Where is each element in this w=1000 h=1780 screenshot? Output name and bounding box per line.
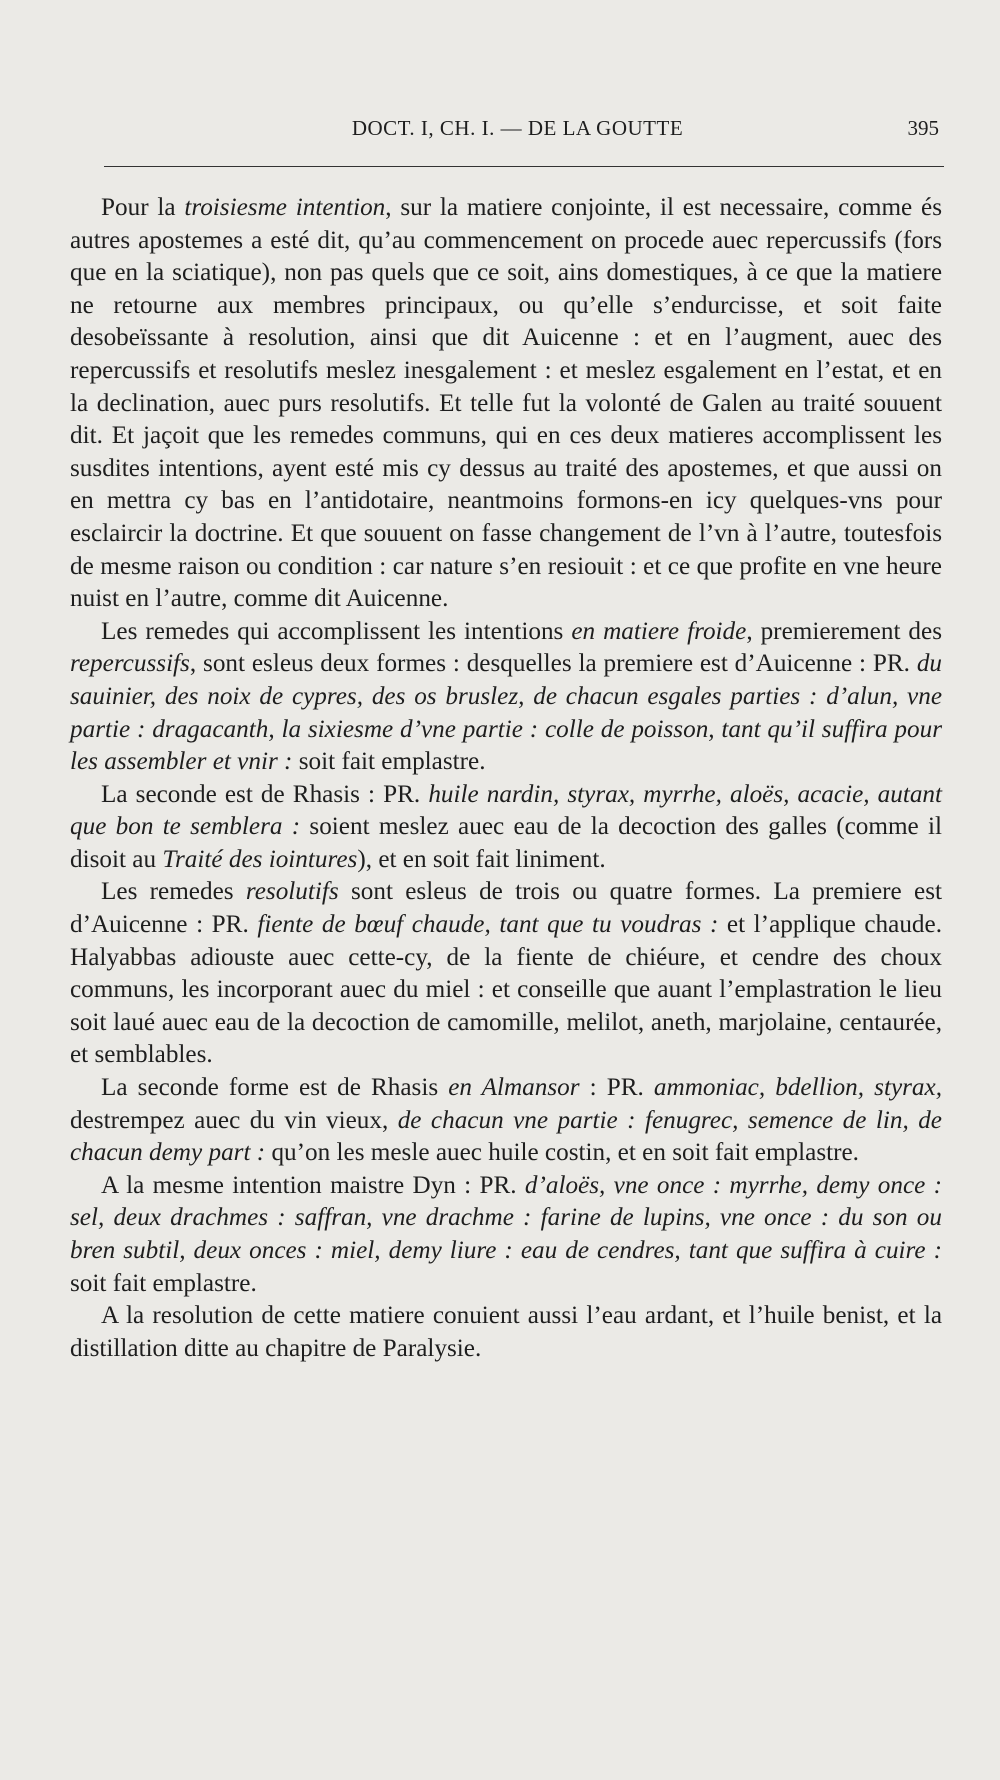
text-run: soit fait emplastre.	[70, 1269, 257, 1297]
text-run: Pour la	[101, 194, 185, 221]
text-run: soient meslez auec eau de la decoction des galles (comme il disoit au	[70, 813, 942, 873]
italic-text-run: d’aloës, vne once : myrrhe, demy once : sel, deux drachmes : saffran, vne drachme : farine de lupins, vne once : du son ou bren subtil, deux onces : miel, demy liure : eau de cendres, tant que suffira à cuire :	[70, 1171, 942, 1264]
italic-text-run: troisiesme intention	[184, 194, 386, 221]
text-run: Les remedes qui accomplissent les intentions	[101, 617, 572, 645]
paragraph	[70, 1072, 942, 1170]
italic-text-run: en matiere froide	[571, 617, 747, 645]
text-run: qu’on les mesle auec huile costin, et en soit fait emplastre.	[265, 1139, 859, 1167]
text-run: La seconde est de Rhasis : PR.	[101, 780, 429, 808]
italic-text-run: ammoniac, bdellion, styrax,	[653, 1074, 942, 1102]
italic-text-run: du sauinier, des noix de cypres, des os bruslez, de chacun esgales parties : d’alun, vne partie : dragacanth, la sixiesme d’vne partie : colle de poisson, tant qu’il suffira pour les assembler et vnir :	[70, 650, 942, 776]
text-run: et l’applique chaude. Halyabbas adiouste auec cette-cy, de la fiente de chiéure, et cendre des choux communs, les incorporant auec du miel : et conseille que auant l’emplastration le lieu soit laué auec eau de la decoction de camomille, melilot, aneth, marjolaine, centaurée, et semblables.	[70, 911, 942, 1069]
text-run: ), et en soit fait liniment.	[357, 845, 606, 873]
text-run: Les remedes	[101, 878, 246, 906]
page-header	[100, 116, 945, 146]
italic-text-run: fiente de bœuf chaude, tant que tu voudras :	[257, 911, 719, 939]
running-title: DOCT. I, CH. I. — DE LA GOUTTE	[351, 116, 684, 140]
text-run: soit fait emplastre.	[292, 748, 486, 776]
italic-text-run: Traité des iointures	[162, 845, 358, 873]
italic-text-run: huile nardin, styrax, myrrhe, aloës, acacie, autant que bon te semblera :	[70, 780, 943, 841]
text-run: , premierement des	[746, 617, 942, 645]
text-run: , sont esleus deux formes : desquelles la premiere est d’Auicenne : PR.	[189, 650, 917, 678]
paragraph	[70, 1300, 942, 1365]
italic-text-run: en Almansor	[448, 1074, 580, 1102]
text-run: La seconde forme est de Rhasis	[101, 1074, 449, 1102]
italic-text-run: resolutifs	[245, 878, 339, 906]
body-text	[70, 192, 942, 1365]
text-run: destrempez auec du vin vieux,	[70, 1106, 398, 1134]
text-run: A la resolution de cette matiere conuient aussi l’eau ardant, et l’huile benist, et la distillation ditte au chapitre de Paralysie.	[70, 1302, 942, 1362]
paragraph	[70, 1170, 942, 1300]
paragraph	[70, 779, 942, 877]
header-rule	[104, 166, 944, 167]
text-run: sont esleus de trois ou quatre formes. La premiere est d’Auicenne : PR.	[70, 878, 942, 939]
page-number: 395	[907, 116, 939, 140]
italic-text-run: repercussifs	[70, 650, 190, 678]
paragraph	[70, 616, 942, 779]
text-run: : PR.	[579, 1074, 654, 1102]
paragraph	[70, 192, 942, 616]
paragraph	[70, 876, 942, 1072]
text-run: A la mesme intention maistre Dyn : PR.	[101, 1171, 525, 1199]
text-run: , sur la matiere conjointe, il est necessaire, comme és autres apostemes a esté dit, qu’au commencement on procede auec repercussifs (fors que en la sciatique), non pas quels que ce soit, ains domestiques, à ce que la matiere ne retourne aux membres principaux, ou qu’elle s’endurcisse, et soit faite desobeïssante à resolution, ainsi que dit Auicenne : et en l’augment, auec des repercussifs et resolutifs meslez inesgalement : et meslez esgalement en l’estat, et en la declination, auec purs resolutifs. Et telle fut la volonté de Galen au traité souuent dit. Et jaçoit que les remedes communs, qui en ces deux matieres accomplissent les susdites intentions, ayent esté mis cy dessus au traité des apostemes, et que aussi on en mettra cy bas en l’antidotaire, neantmoins formons-en icy quelques-vns pour esclaircir la doctrine. Et que souuent on fasse changement de l’vn à l’autre, toutesfois de mesme raison ou condition : car nature s’en resiouit : et ce que profite en vne heure nuist en l’autre, comme dit Auicenne.	[70, 194, 943, 613]
italic-text-run: de chacun vne partie : fenugrec, semence de lin, de chacun demy part :	[70, 1106, 942, 1167]
